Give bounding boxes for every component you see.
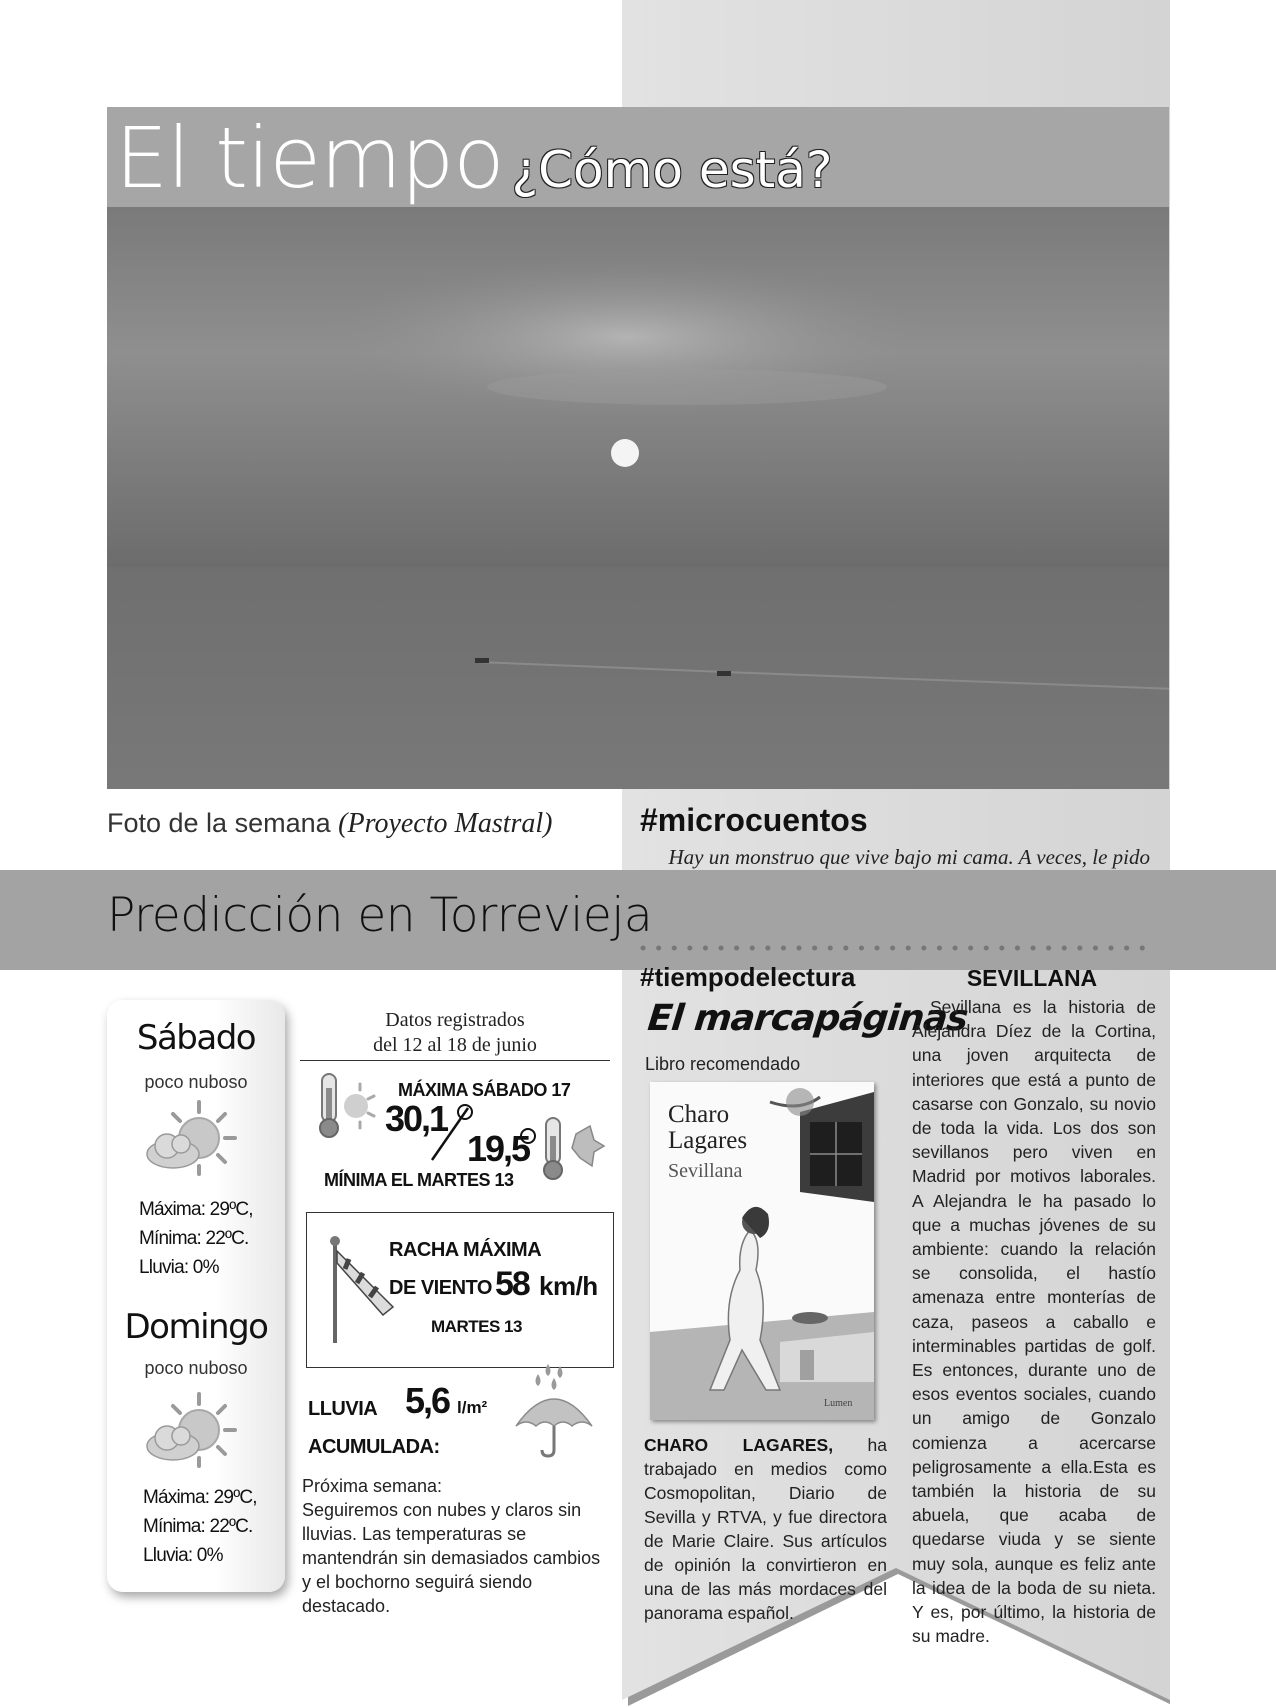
rain-label-line-2: ACUMULADA: xyxy=(308,1436,440,1458)
photo-of-the-week xyxy=(107,207,1169,789)
next-week-heading: Próxima semana: xyxy=(302,1476,443,1496)
book-cover-author xyxy=(668,1102,747,1154)
stat-min: Mínima: 22ºC. xyxy=(139,1228,249,1249)
book-cover-publisher: Lumen xyxy=(824,1398,853,1409)
title-main-text: El tiempo xyxy=(115,109,504,207)
registered-data-heading xyxy=(300,1008,610,1058)
book-recommended-label: Libro recomendado xyxy=(645,1054,801,1074)
sun-cloud-icon xyxy=(139,1390,239,1481)
min-temp-label: MÍNIMA EL MARTES 13 xyxy=(324,1170,514,1190)
day-stats-sunday xyxy=(143,1483,257,1570)
degree-symbol xyxy=(520,1128,536,1144)
book-cover xyxy=(650,1082,874,1420)
book-cover-title: Sevillana xyxy=(668,1160,743,1182)
book-cover-author-line-2: Lagares xyxy=(668,1127,748,1154)
rain-unit: l/m² xyxy=(457,1398,488,1417)
wind-day: MARTES 13 xyxy=(431,1317,522,1336)
stat-rain: Lluvia: 0% xyxy=(143,1545,223,1566)
microcuento-line-1: Hay un monstruo que vive bajo mi cama. A veces, le pido xyxy=(668,845,1150,869)
next-week-forecast xyxy=(302,1474,602,1618)
wind-box xyxy=(306,1212,614,1368)
photo-caption-prefix: Foto de la semana xyxy=(107,808,331,838)
wind-unit: km/h xyxy=(539,1271,598,1301)
dotted-separator xyxy=(640,938,1150,944)
day-name-sunday: Domingo xyxy=(124,1307,268,1347)
author-name: CHARO LAGARES, xyxy=(644,1435,834,1455)
microcuentos-tag: #microcuentos xyxy=(640,802,868,838)
next-week-text: Seguiremos con nubes y claros sin lluvias. Las temperaturas se mantendrán sin demasiados cambios y el bochorno seguirá siendo destacado. xyxy=(302,1500,601,1616)
rain-label-line-1: LLUVIA xyxy=(308,1398,378,1420)
max-temp-label: MÁXIMA SÁBADO 17 xyxy=(398,1080,571,1100)
book-review-text: Sevillana es la historia de Alejandra Díez de la Cortina, una joven arquitecta de interiores que está a punto de casarse con Gonzalo, su novio de toda la vida. Los dos son sevillanos pero viven en Madrid por motivos laborales. A Alejandra le ha pasado lo que a muchas jóvenes de su ambiente: cuando la relación se consolida, el hastío amenaza entre monterías de caza, paseos a caballo e interminables partidas de golf. Es entonces, durante uno de esos eventos sociales, cuando un amigo de Gonzalo comienza a acercarse peligrosamente a ella.Esta es también la historia de su abuela, que acaba de quedarse viuda y se siente muy sola, aunque es feliz ante la idea de la boda de su nieta. Y es, por último, la historia de su madre. xyxy=(912,997,1156,1647)
tiempodelectura-tag: #tiempodelectura xyxy=(640,962,856,992)
marcapaginas-title: El marcapáginas xyxy=(645,998,970,1039)
day-desc-saturday: poco nuboso xyxy=(144,1072,248,1092)
thermometer-sun-icon xyxy=(316,1070,380,1147)
windsock-icon xyxy=(327,1235,397,1347)
author-bio xyxy=(644,1433,887,1625)
day-desc-sunday: poco nuboso xyxy=(144,1358,248,1378)
author-bio-text: ha trabajado en medios como Cosmopolitan, Diario de Sevilla y RTVA, y fue directora de Marie Claire. Sus artículos de opinión la convirtieron en una de las más mordaces del panorama español. xyxy=(644,1435,887,1623)
photo-caption-credit: (Proyecto Mastral) xyxy=(338,808,553,839)
registered-heading-line-1: Datos registrados xyxy=(385,1009,525,1031)
page-title xyxy=(115,108,832,220)
rain-value: 5,6 xyxy=(405,1380,450,1421)
registered-divider xyxy=(300,1060,610,1061)
wind-value: 58 xyxy=(495,1265,529,1303)
umbrella-rain-icon xyxy=(512,1362,596,1463)
photo-caption xyxy=(107,808,553,840)
stat-max: Máxima: 29ºC, xyxy=(143,1487,257,1508)
max-temp-value: 30,1 xyxy=(385,1098,448,1139)
forecast-card xyxy=(107,1000,285,1592)
registered-heading-line-2: del 12 al 18 de junio xyxy=(373,1034,537,1056)
day-stats-saturday xyxy=(139,1195,253,1282)
day-name-saturday: Sábado xyxy=(136,1018,256,1058)
thermometer-snow-icon xyxy=(542,1116,606,1187)
sun-cloud-icon xyxy=(139,1098,239,1189)
title-subtitle: ¿Cómo está? xyxy=(511,141,833,199)
stat-min: Mínima: 22ºC. xyxy=(143,1516,253,1537)
slash-divider xyxy=(430,1106,470,1162)
book-cover-author-line-1: Charo xyxy=(668,1101,730,1128)
stat-max: Máxima: 29ºC, xyxy=(139,1199,253,1220)
book-review-title: SEVILLANA xyxy=(966,965,1098,991)
min-temp-value: 19,5 xyxy=(467,1128,530,1169)
wind-label-line-1: RACHA MÁXIMA xyxy=(389,1239,542,1261)
prediction-title: Predicción en Torrevieja xyxy=(107,888,653,943)
stat-rain: Lluvia: 0% xyxy=(139,1257,219,1278)
wind-label-line-2: DE VIENTO xyxy=(389,1277,492,1299)
